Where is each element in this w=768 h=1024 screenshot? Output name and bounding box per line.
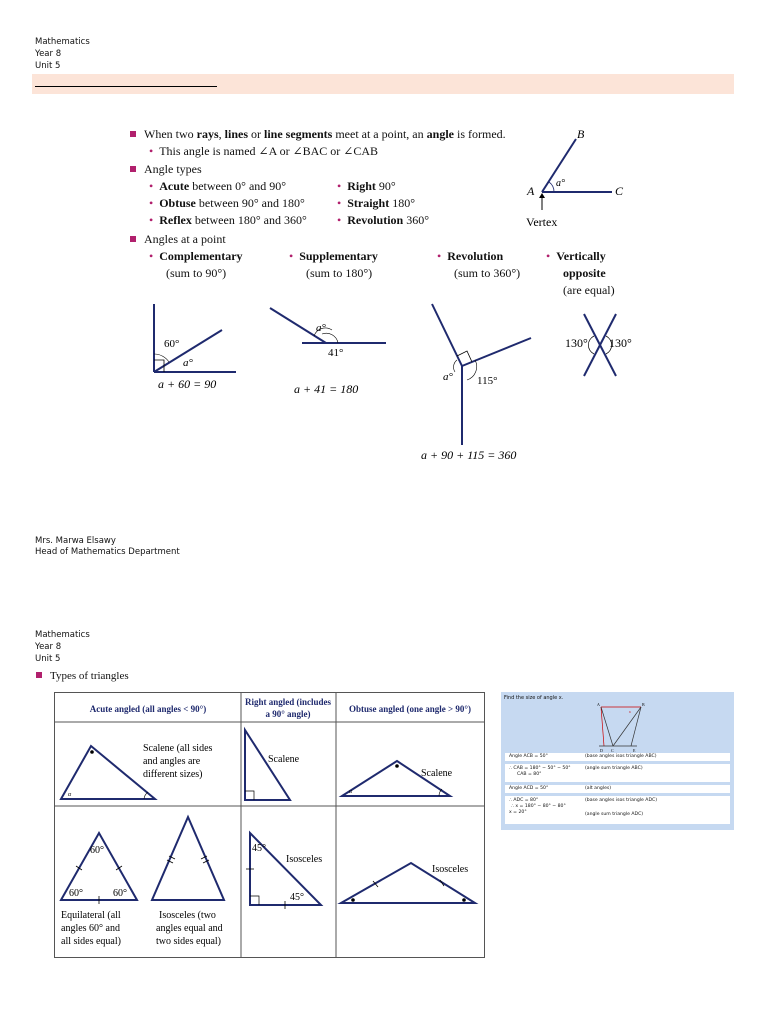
comp-angle-a: a° bbox=[183, 357, 193, 369]
col-obtuse-header: Obtuse angled (one angle > 90°) bbox=[349, 704, 471, 714]
worked-example bbox=[501, 692, 734, 830]
equilateral-angle-left: 60° bbox=[69, 888, 83, 899]
rev-angle-115: 115° bbox=[477, 375, 498, 387]
isosceles-label-1: Isosceles (two bbox=[159, 910, 216, 921]
example-row-4: ∴ ADC = 80° ∴ x = 180° − 80° − 80° x = 20° (base angles isos triangle ADC) (angle sum triangle ADC) bbox=[505, 796, 730, 824]
type-straight: • Straight 180° bbox=[337, 196, 416, 210]
example-label-d: D bbox=[600, 748, 603, 753]
bullet-square-icon bbox=[130, 236, 136, 242]
title-band bbox=[32, 74, 734, 94]
scalene-right-label: Scalene bbox=[268, 754, 300, 765]
example-label-c: C bbox=[611, 748, 614, 753]
angles-at-point-heading: Angles at a point bbox=[130, 232, 226, 246]
vertex-diagram bbox=[520, 122, 640, 232]
supp-equation: a + 41 = 180 bbox=[294, 382, 359, 396]
equilateral-angle-right: 60° bbox=[113, 888, 127, 899]
equilateral-label-3: all sides equal) bbox=[61, 936, 121, 947]
isosceles-obtuse-label: Isosceles bbox=[432, 864, 469, 875]
angle-types-heading: Angle types bbox=[130, 162, 202, 176]
kind-revolution: • Revolution bbox=[437, 249, 504, 263]
supp-angle-41: 41° bbox=[328, 347, 344, 359]
vert-angle-right: 130° bbox=[609, 336, 632, 350]
supplementary-diagram bbox=[262, 300, 392, 400]
type-revolution: • Revolution 360° bbox=[337, 213, 430, 227]
teacher-role: Head of Mathematics Department bbox=[35, 547, 180, 557]
isosceles-label-3: two sides equal) bbox=[156, 936, 221, 947]
kind-complementary-sub: (sum to 90°) bbox=[166, 266, 227, 280]
unit-label-2: Unit 5 bbox=[35, 654, 61, 664]
kind-vertically-line2: opposite bbox=[563, 266, 606, 280]
equilateral-angle-top: 60° bbox=[90, 845, 104, 856]
col-acute-header: Acute angled (all angles < 90°) bbox=[89, 704, 207, 714]
kind-revolution-sub: (sum to 360°) bbox=[454, 266, 521, 280]
col-right-header-2: a 90° angle) bbox=[265, 709, 311, 719]
example-label-b: B bbox=[642, 702, 645, 707]
triangles-heading: Types of triangles bbox=[36, 669, 129, 683]
vert-angle-left: 130° bbox=[565, 336, 588, 350]
kind-vertically: • Vertically bbox=[546, 249, 606, 263]
scalene-acute-line2: and angles are bbox=[143, 756, 201, 767]
label-angle-a: a° bbox=[556, 178, 565, 189]
example-row-2: ∴ CAB = 180° − 50° − 50° CAB = 80° (angle sum triangle ABC) bbox=[505, 764, 730, 782]
isosceles-right-label: Isosceles bbox=[286, 854, 323, 865]
bullet-square-icon bbox=[36, 672, 42, 678]
title-underline bbox=[35, 86, 217, 87]
example-label-e: E bbox=[633, 748, 636, 753]
right-iso-angle-bottom: 45° bbox=[290, 892, 304, 903]
intro-line: When two rays, lines or line segments meet at a point, an angle is formed. bbox=[130, 127, 506, 141]
supp-angle-a: a° bbox=[316, 322, 326, 334]
label-c: C bbox=[615, 184, 624, 198]
triangles-table bbox=[54, 692, 485, 958]
comp-equation: a + 60 = 90 bbox=[158, 377, 217, 391]
type-obtuse: • Obtuse between 90° and 180° bbox=[149, 196, 305, 210]
obtuse-angle-mark: α bbox=[349, 789, 353, 795]
isosceles-label-2: angles equal and bbox=[156, 923, 223, 934]
subject-label-2: Mathematics bbox=[35, 630, 90, 640]
teacher-name: Mrs. Marwa Elsawy bbox=[35, 536, 116, 546]
label-vertex: Vertex bbox=[526, 215, 558, 229]
col-right-header-1: Right angled (includes bbox=[244, 697, 332, 707]
rev-angle-a: a° bbox=[443, 371, 453, 383]
label-b: B bbox=[577, 127, 585, 141]
type-right: • Right 90° bbox=[337, 179, 396, 193]
revolution-diagram bbox=[415, 300, 545, 465]
equilateral-label-2: angles 60° and bbox=[61, 923, 120, 934]
subject-label: Mathematics bbox=[35, 37, 90, 47]
comp-angle-60: 60° bbox=[164, 338, 180, 350]
triangles-grid bbox=[55, 693, 484, 957]
angle-name-line: • This angle is named ∠A or ∠BAC or ∠CAB bbox=[149, 144, 379, 158]
example-row-3: Angle ACD = 50° (alt angles) bbox=[505, 785, 730, 793]
example-row-1: Angle ACB = 50° (base angles isos triangle ABC) bbox=[505, 753, 730, 761]
kind-complementary: • Complementary bbox=[149, 249, 243, 263]
example-label-x: x bbox=[629, 709, 631, 714]
equilateral-label-1: Equilateral (all bbox=[61, 910, 121, 921]
label-a: A bbox=[527, 184, 535, 198]
example-diagram bbox=[589, 698, 649, 754]
unit-label: Unit 5 bbox=[35, 61, 61, 71]
bullet-square-icon bbox=[130, 166, 136, 172]
scalene-obtuse-label: Scalene bbox=[421, 768, 453, 779]
example-label-a: A bbox=[597, 702, 600, 707]
type-acute: • Acute between 0° and 90° bbox=[149, 179, 287, 193]
scalene-acute-line1: Scalene (all sides bbox=[143, 743, 213, 754]
year-label-2: Year 8 bbox=[35, 642, 62, 652]
scalene-acute-line3: different sizes) bbox=[143, 769, 203, 780]
kind-vertically-sub: (are equal) bbox=[563, 283, 615, 297]
vertically-opposite-diagram bbox=[560, 310, 650, 380]
rev-equation: a + 90 + 115 = 360 bbox=[421, 448, 517, 462]
type-reflex: • Reflex between 180° and 360° bbox=[149, 213, 307, 227]
bullet-square-icon bbox=[130, 131, 136, 137]
kind-supplementary-sub: (sum to 180°) bbox=[306, 266, 373, 280]
example-title: Find the size of angle x. bbox=[504, 695, 564, 701]
complementary-diagram bbox=[150, 300, 250, 395]
kind-supplementary: • Supplementary bbox=[289, 249, 378, 263]
right-iso-angle-top: 45° bbox=[252, 843, 266, 854]
acute-angle-mark: α bbox=[68, 792, 72, 798]
year-label: Year 8 bbox=[35, 49, 62, 59]
